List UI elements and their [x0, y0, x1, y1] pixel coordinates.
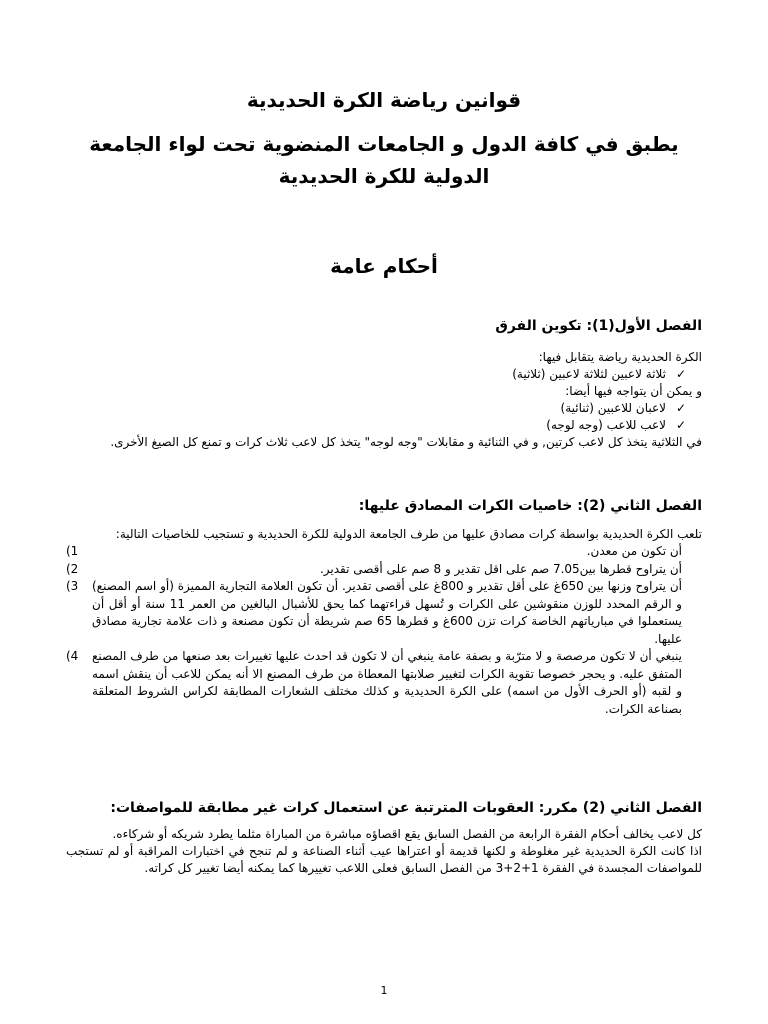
list-item-text: لاعب للاعب (وجه لوجه)	[546, 418, 666, 432]
chapter-2-intro: تلعب الكرة الحديدية بواسطة كرات مصادق عليها من طرف الجامعة الدولية للكرة الحديدية و تستجيب للخاصيات التالية:	[115, 527, 702, 541]
checkmark-icon: ✓	[675, 418, 686, 432]
document-title: قوانين رياضة الكرة الحديدية	[246, 88, 522, 112]
numbered-list	[66, 543, 702, 718]
chapter-2-bis	[66, 798, 702, 877]
list-item	[66, 561, 702, 579]
list-number: (2	[66, 561, 79, 576]
list-item-text: أن تكون من معدن.	[586, 544, 682, 558]
checklist	[66, 400, 702, 434]
checkmark-icon: ✓	[675, 401, 686, 415]
list-item-text: ثلاثة لاعبين لثلاثة لاعبين (ثلاثية)	[512, 367, 666, 381]
list-item-text: لاعبان للاعبين (ثنائية)	[560, 401, 666, 415]
list-item	[66, 417, 686, 434]
checkmark-icon: ✓	[675, 367, 686, 381]
general-provisions-heading: أحكام عامة	[330, 254, 438, 278]
document-subtitle: يطبق في كافة الدول و الجامعات المنضوية تحت لواء الجامعة الدولية للكرة الحديدية	[89, 132, 679, 188]
list-item-text: أن يتراوح وزنها بين 650غ على أقل تقدير و 800غ على أقصى تقدير. أن تكون العلامة التجارية المميزة (أو اسم المصنع) و الرقم المحدد للوزن منقوشين على الكرات و تُسهل قراءتهما كما يحق للأشبال البالغين من العمر 11 سنة أو أقل أن يستعملوا في مبارياتهم الخاصة كرات تزن 600غ و قطرها 65 صم شريطة أن تكون مصنعة و ذات علامة تجارية مصادق عليها.	[92, 579, 682, 646]
list-number: (3	[66, 579, 79, 593]
page-number: 1	[380, 984, 388, 997]
list-number: (1	[66, 544, 79, 558]
chapter-1-heading: الفصل الأول(1): تكوين الفرق	[495, 318, 702, 334]
list-item	[66, 648, 702, 718]
list-item	[66, 366, 686, 383]
list-item-text: ينبغي أن لا تكون مرصصة و لا مترّبة و بصفة عامة ينبغي أن لا تكون قد احدث عليها تغييرات بعد صنعها من طرف المصنع المتفق عليه. و يحجر خصوصا تقوية الكرات لتغيير صلابتها المعطاة من طرف المصنع الا أنه يمكن للاعب أن ينقش اسمه و لقبه (أو الحرف الأول من اسمه) على الكرة الحديدية و كذلك مختلف الشعارات المطابقة لكراس الشروط المتعلقة بصناعة الكرات.	[92, 649, 682, 716]
chapter-2-heading: الفصل الثاني (2): خاصيات الكرات المصادق عليها:	[358, 498, 702, 514]
chapter-1-closing: في الثلاثية يتخذ كل لاعب كرتين, و في الثنائية و مقابلات "وجه لوجه" يتخذ كل لاعب ثلاث كرات و تمنع كل الصيغ الأخرى.	[110, 435, 702, 449]
list-item-text: أن يتراوح قطرها بين7.05 صم على اقل تقدير و 8 صم على أقصى تقدير.	[319, 561, 682, 576]
chapter-1-middle: و يمكن أن يتواجه فيها أيضا:	[565, 384, 702, 398]
document-page	[66, 0, 702, 1024]
chapter-1-intro: الكرة الحديدية رياضة يتقابل فيها:	[538, 350, 702, 364]
chapter-2-bis-heading: الفصل الثاني (2) مكرر: العقوبات المترتبة عن استعمال كرات غير مطابقة للمواصفات:	[110, 800, 702, 816]
list-item	[66, 578, 702, 648]
list-item	[66, 543, 702, 561]
title-block	[66, 86, 702, 192]
chapter-1	[66, 316, 702, 451]
list-item	[66, 400, 686, 417]
checklist	[66, 366, 702, 383]
list-number: (4	[66, 649, 79, 663]
chapter-2-bis-para-2: اذا كانت الكرة الحديدية غير مغلوطة و لكنها قديمة أو اعتراها عيب أثناء الصناعة و لم تنجح في اختبارات المراقبة أو لم تستجب للمواصفات المجسدة في الفقرة 1+2+3 من الفصل السابق فعلى اللاعب تغييرها كما يمكنه أيضا تغيير كل كراته.	[66, 844, 702, 875]
chapter-2-bis-para-1: كل لاعب يخالف أحكام الفقرة الرابعة من الفصل السابق يقع اقصاؤه مباشرة من المباراة مثلما يطرد شريكه أو شركاءه.	[112, 827, 702, 841]
chapter-2	[66, 496, 702, 718]
